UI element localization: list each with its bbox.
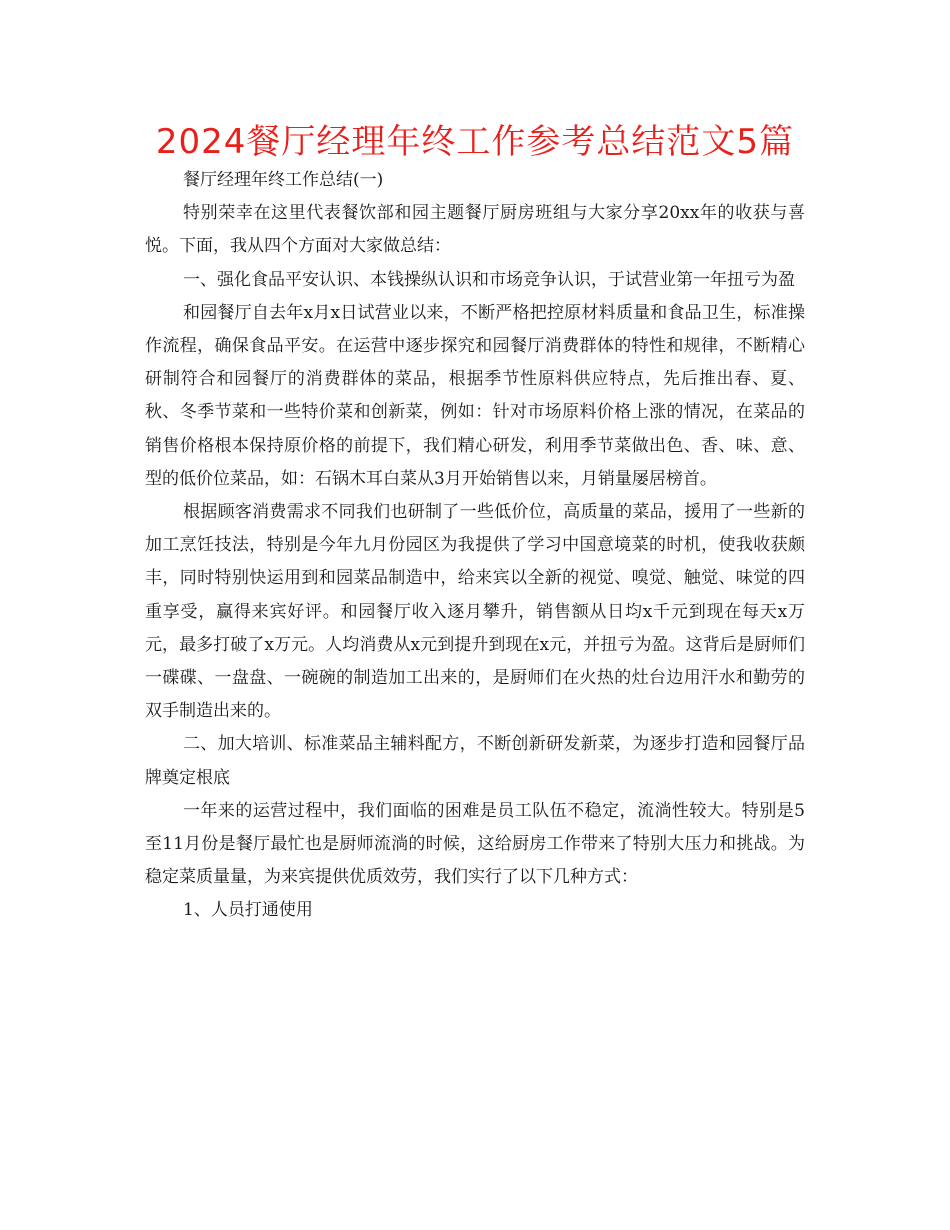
paragraph: 一、强化食品平安认识、本钱操纵认识和市场竞争认识，于试营业第一年扭亏为盈 <box>183 269 795 290</box>
paragraph: 一年来的运营过程中，我们面临的困难是员工队伍不稳定，流淌性较大。特别是5至11月份是餐厅最忙也是厨师流淌的时候，这给厨房工作带来了特别大压力和挑战。为稳定菜质量量，为来宾提供优质效劳，我们实行了以下几种方式： <box>145 800 805 888</box>
paragraph: 和园餐厅自去年x月x日试营业以来，不断严格把控原材料质量和食品卫生，标准操作流程，确保食品平安。在运营中逐步探究和园餐厅消费群体的特性和规律，不断精心研制符合和园餐厅的消费群体的菜品，根据季节性原料供应特点，先后推出春、夏、秋、冬季节菜和一些特价菜和创新菜，例如：针对市场原料价格上涨的情况，在菜品的销售价格根本保持原价格的前提下，我们精心研发，利用季节菜做出色、香、味、意、型的低价位菜品，如：石锅木耳白菜从3月开始销售以来，月销量屡居榜首。 <box>145 302 805 489</box>
paragraph: 1、人员打通使用 <box>183 900 313 921</box>
paragraph: 特别荣幸在这里代表餐饮部和园主题餐厅厨房班组与大家分享20xx年的收获与喜悦。下面，我从四个方面对大家做总结： <box>145 203 805 257</box>
section-heading: 餐厅经理年终工作总结(一) <box>183 170 384 190</box>
document-body <box>145 164 805 928</box>
document-title: 2024餐厅经理年终工作参考总结范文5篇 <box>155 122 795 162</box>
paragraph: 根据顾客消费需求不同我们也研制了一些低价位，高质量的菜品，援用了一些新的加工烹饪技法，特别是今年九月份园区为我提供了学习中国意境菜的时机，使我收获颇丰，同时特别快运用到和园菜品制造中，给来宾以全新的视觉、嗅觉、触觉、味觉的四重享受，赢得来宾好评。和园餐厅收入逐月攀升，销售额从日均x千元到现在每天x万元，最多打破了x万元。人均消费从x元到提升到现在x元，并扭亏为盈。这背后是厨师们一碟碟、一盘盘、一碗碗的制造加工出来的，是厨师们在火热的灶台边用汗水和勤劳的双手制造出来的。 <box>145 502 805 722</box>
paragraph: 二、加大培训、标准菜品主辅料配方，不断创新研发新菜，为逐步打造和园餐厅品牌奠定根底 <box>145 734 805 788</box>
